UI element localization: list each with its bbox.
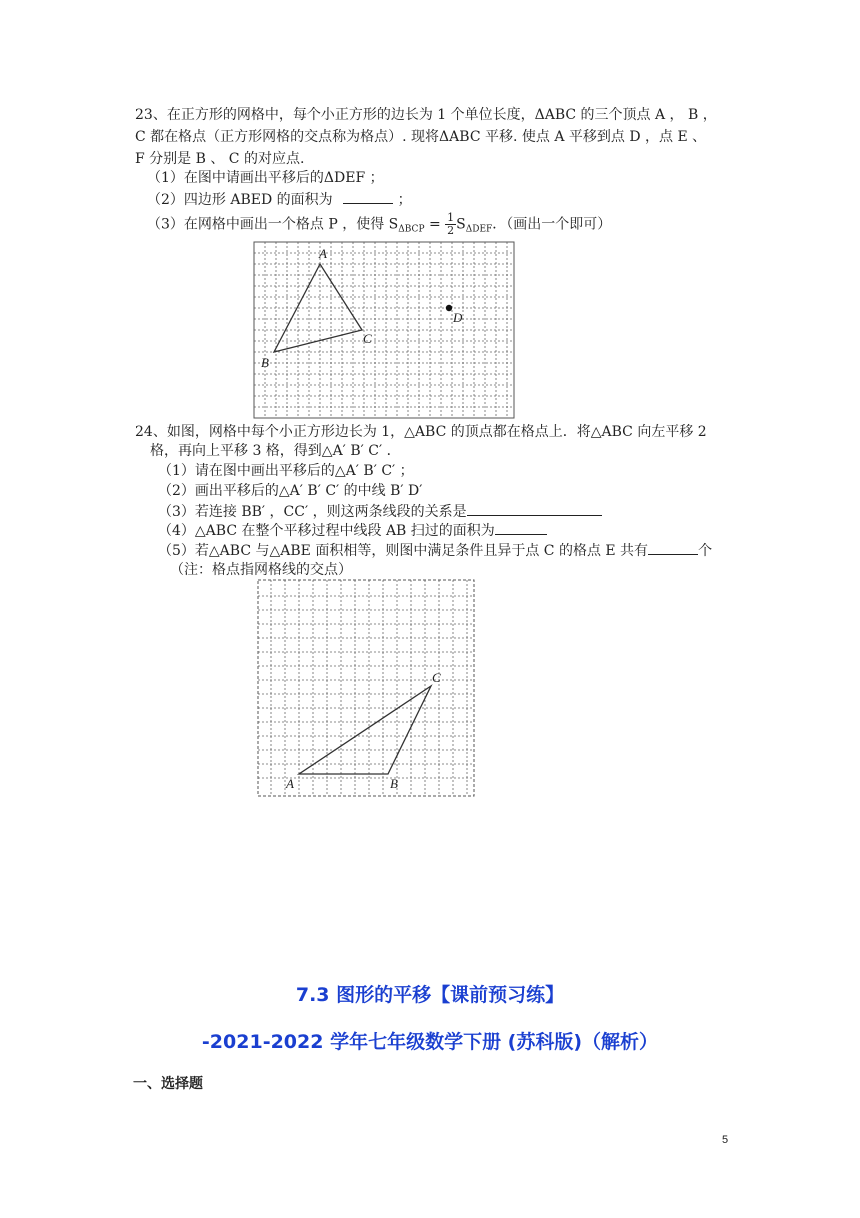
q23-item3-eq: =	[424, 216, 446, 233]
q23-line3: F 分别是 B 、 C 的对应点.	[135, 151, 305, 167]
section-heading: 一、选择题	[133, 1076, 203, 1092]
label-c: C	[363, 331, 372, 346]
q23-line1: 23、在正方形的网格中，每个小正方形的边长为 1 个单位长度，ΔABC 的三个顶点 A ， B ，	[135, 107, 717, 123]
q24-grid-border	[258, 580, 474, 796]
q24-item4-text: （4）△ABC 在整个平移过程中线段 AB 扫过的面积为	[158, 523, 495, 539]
label-b: B	[261, 355, 269, 370]
frac-numerator: 1	[447, 211, 455, 224]
q23-item1: （1）在图中请画出平移后的ΔDEF ；	[147, 170, 384, 186]
q23-line2: C 都在格点（正方形网格的交点称为格点）. 现将ΔABC 平移. 使点 A 平移到点 D ，点 E 、	[135, 129, 707, 145]
q24-item3-blank	[467, 501, 602, 516]
label-a: A	[319, 246, 327, 261]
q23-grid-figure	[252, 240, 516, 420]
q23-item3-sub1: ΔBCP	[398, 224, 425, 235]
label-d: D	[453, 310, 463, 325]
q24-item5	[158, 540, 712, 561]
q24-item4	[158, 520, 547, 541]
q23-item2	[147, 189, 412, 210]
q24-item5-blank	[648, 540, 698, 555]
q23-item3-pre: （3）在网格中画出一个格点 P ，使得 S	[147, 216, 399, 233]
q24-note: （注：格点指网格线的交点）	[170, 562, 352, 578]
label-c-24: C	[432, 670, 441, 685]
q23-item2-blank	[343, 189, 393, 204]
q23-item3	[147, 212, 611, 240]
q24-item3	[158, 501, 602, 522]
title-line-2: -2021-2022 学年七年级数学下册 (苏科版)（解析）	[201, 1031, 659, 1053]
q24-grid-figure	[254, 576, 478, 800]
q24-item4-blank	[495, 520, 547, 535]
q23-item3-post: ．（画出一个即可）	[492, 216, 612, 233]
q24-line2: 格，再向上平移 3 格，得到△A′ B′ C′ ．	[150, 443, 401, 459]
q24-item5-end: 个	[698, 543, 713, 559]
q24-grid-lines	[258, 580, 474, 796]
label-a-24: A	[286, 776, 294, 791]
q24-item5-text: （5）若△ABC 与△ABE 面积相等，则图中满足条件且异于点 C 的格点 E 共有	[158, 543, 649, 559]
point-d	[446, 305, 452, 311]
q23-item3-sub2: ΔDEF	[465, 224, 493, 235]
q24-item3-text: （3）若连接 BB′ ，CC′ ，则这两条线段的关系是	[158, 504, 467, 520]
frac-denominator: 2	[447, 224, 455, 237]
q24-line1: 24、如图，网格中每个小正方形边长为 1，△ABC 的顶点都在格点上．将△ABC 向左平移 2	[135, 424, 707, 440]
title-line-1: 7.3 图形的平移【课前预习练】	[295, 984, 565, 1006]
q23-item2-end: ；	[397, 192, 412, 208]
page-number: 5	[722, 1134, 729, 1146]
q24-item2: （2）画出平移后的△A′ B′ C′ 的中线 B′ D′	[158, 483, 423, 499]
q23-item3-s2: S	[456, 216, 466, 233]
q24-item1: （1）请在图中画出平移后的△A′ B′ C′ ；	[158, 463, 414, 479]
q23-fraction	[445, 212, 456, 237]
q23-grid-lines	[254, 242, 514, 418]
q23-item2-text: （2）四边形 ABED 的面积为	[147, 192, 333, 208]
label-b-24: B	[390, 776, 398, 791]
